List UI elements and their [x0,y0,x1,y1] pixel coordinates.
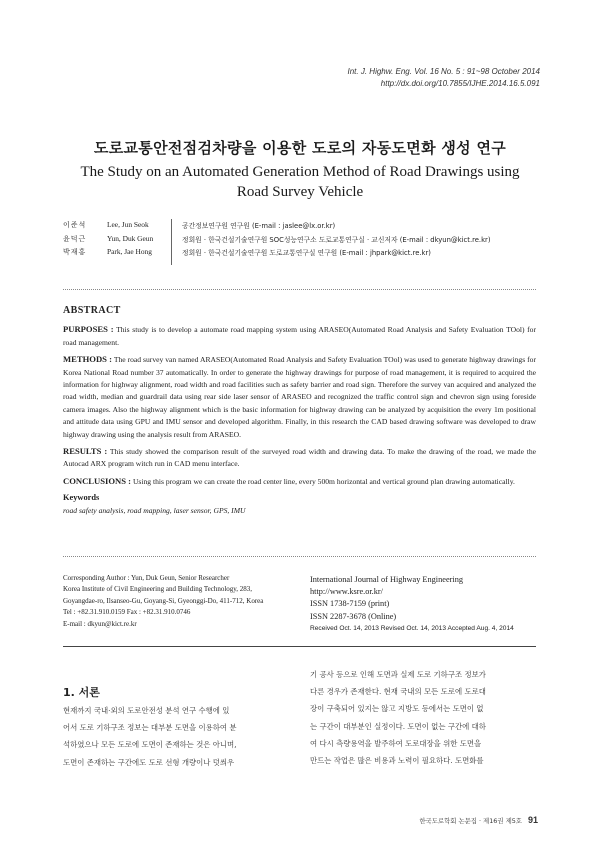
corr-line: Tel : +82.31.910.0159 Fax : +82.31.910.0746 [63,608,191,617]
journal-citation: Int. J. Highw. Eng. Vol. 16 No. 5 : 91~98 October 2014 [347,67,540,76]
journal-url[interactable]: http://www.ksre.or.kr/ [310,587,383,597]
body-line: 어서 도로 기하구조 정보는 대부분 도면을 이용하여 분 [63,723,237,733]
section-title: 1. 서론 [63,686,100,699]
corresponding-author [63,573,303,630]
title-english-line2: Road Survey Vehicle [236,184,364,200]
body-line: 다른 경우가 존재한다. 현재 국내의 모든 도로에 도로대 [310,687,486,697]
keywords-text: road safety analysis, road mapping, laser sensor, GPS, IMU [63,505,246,515]
author-name-en: Lee, Jun Seok [107,220,149,229]
corr-line: Korea Institute of Civil Engineering and Building Technology, 283, [63,585,253,594]
page-number: 91 [527,815,538,825]
author-row [63,247,543,261]
methods-label: METHODS : [63,354,113,365]
conclusions-paragraph [63,475,536,488]
journal-name: International Journal of Highway Engineering [310,575,463,584]
corr-line: Corresponding Author : Yun, Duk Geun, Senior Researcher [63,574,230,582]
author-list [63,220,543,261]
title-korean: 도로교통안전점검차량을 이용한 도로의 자동도면화 생성 연구 [93,139,507,157]
section-divider [63,646,536,647]
body-line: 도면이 존재하는 구간에도 도로 선형 개량이나 덧씌우 [63,757,235,767]
issn-online: ISSN 2287-3678 (Online) [310,611,397,621]
journal-info [310,574,540,635]
body-line: 기 공사 등으로 인해 도면과 실제 도로 기하구조 정보가 [310,670,486,679]
corr-email: E-mail : dkyun@kict.re.kr [63,619,137,628]
abstract-heading: ABSTRACT [63,305,121,316]
author-row [63,234,543,248]
author-row [63,220,543,234]
keywords-heading: Keywords [63,493,100,503]
author-affiliation: 정회원 · 한국건설기술연구원 도로교통연구실 연구원 (E-mail : jhpark@kict.re.kr) [182,249,431,257]
author-name-ko: 윤덕근 [63,234,87,243]
received-dates: Received Oct. 14, 2013 Revised Oct. 14, 2013 Accepted Aug. 4, 2014 [310,624,514,632]
purposes-paragraph [63,323,536,349]
abstract [63,305,536,517]
issn-print: ISSN 1738-7159 (print) [310,599,390,609]
conclusions-text: Using this program we can create the road center line, every 500m horizontal and vertical ground plan drawing automatically. [131,476,515,486]
dotted-divider [63,289,536,290]
body-left-column [63,702,293,771]
body-right-column [310,666,540,769]
conclusions-label: CONCLUSIONS : [63,475,132,486]
author-name-en: Park, Jae Hong [107,247,152,256]
footer-journal: 한국도로학회 논문집 · 제16권 제5호 [419,817,522,825]
author-affiliation: 정회원 · 한국건설기술연구원 SOC성능연구소 도로교통연구실 · 교신저자 (E-mail : dkyun@kict.re.kr) [182,235,491,244]
body-line: 여 다시 측량용역을 발주하여 도로대장을 위한 도면을 [310,738,482,748]
author-affiliation: 공간정보연구원 연구원 (E-mail : jaslee@lx.or.kr) [182,222,336,230]
body-line: 만드는 작업은 많은 비용과 노력이 필요하다. 도면화를 [310,756,484,766]
results-label: RESULTS : [63,446,108,457]
methods-text: The road survey van named ARASEO(Automated Road Analysis and Safety Evaluation TOol) was used to generate highway drawings for Korea National Road number 37 automatically. In order to generate the highway drawings for purpose of road management, it is required to acquired the information for highway alignment, road width and road facilities such as safety barrier and road sign. Therefore the survey van acquired and analyzed the road width, median and guardrail data using rear side laser sensor of ARASEO and recognized the traffic control sign and chevron sign using foreside camera images. Also the highway alignment which is the basic information for highway drawing can be analyzed by acquisition the every 1m positional and attitude data using GPU and IMU sensor and developed algorithm. Finally, in this research the CAD based drawing software was developed to draw highway drawing using the analysis result from ARASEO. [63,355,536,439]
author-name-en: Yun, Duk Geun [107,233,154,243]
corr-line: Goyangdae-ro, Ilsanseo-Gu, Goyang-Si, Gyeonggi-Do, 411-712, Korea [63,596,264,605]
methods-paragraph [63,353,536,441]
doi-link[interactable]: http://dx.doi.org/10.7855/IJHE.2014.16.5.091 [380,79,540,88]
results-paragraph [63,445,536,471]
page-footer [419,815,538,825]
body-line: 장이 구축되어 있지는 않고 지방도 등에서는 도면이 없 [310,704,484,714]
author-name-ko: 박재홍 [63,248,87,256]
title-english-line1: The Study on an Automated Generation Method of Road Drawings using [80,164,520,180]
body-line: 현재까지 국내·외의 도로안전성 분석 연구 수행에 있 [63,706,230,715]
author-name-ko: 이준석 [63,221,87,229]
purposes-text: This study is to develop a automate road mapping system using ARASEO(Automated Road Analysis and Safety Evaluation TOol) for road management. [63,325,536,347]
dotted-divider [63,556,536,557]
purposes-label: PURPOSES : [63,324,114,335]
results-text: This study showed the comparison result of the surveyed road width and drawing data. To make the drawing of the road, we made the Autocad ARX program witch run in CAD menu interface. [63,447,536,469]
body-line: 는 구간이 대부분인 실정이다. 도면이 없는 구간에 대하 [310,721,486,731]
body-line: 석하였으나 모든 도로에 도면이 존재하는 것은 아니며, [63,740,237,750]
